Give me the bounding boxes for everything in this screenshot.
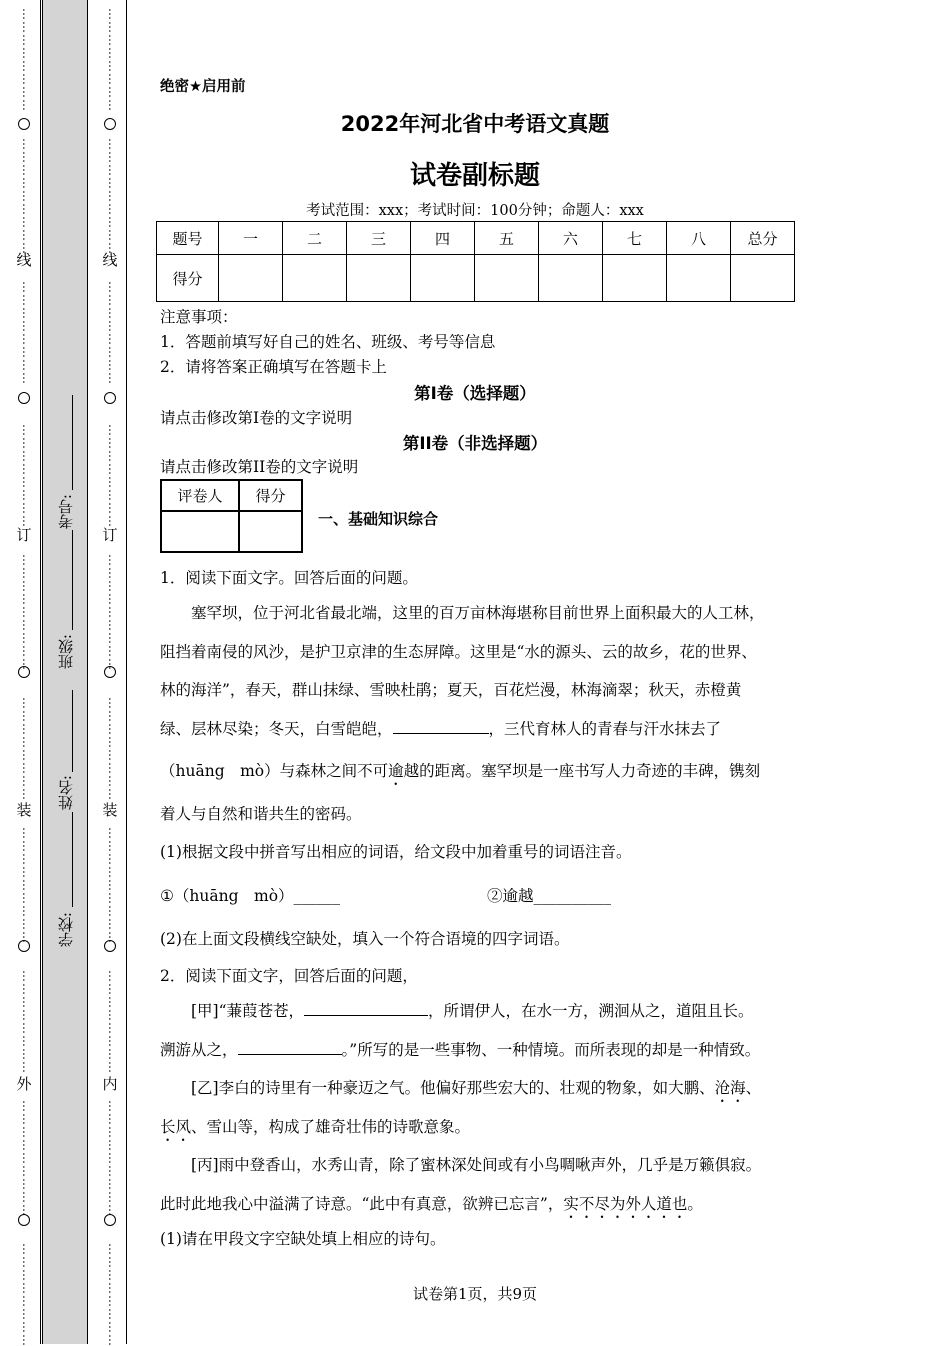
inner-binding-dot: … xyxy=(106,1256,120,1268)
outer-binding-dot: … xyxy=(20,372,34,384)
inner-binding-dot: … xyxy=(106,242,120,254)
outer-binding-dot: … xyxy=(20,359,34,371)
inner-binding-dot: … xyxy=(106,190,120,202)
inner-binding-dot: … xyxy=(106,1269,120,1281)
score-cell[interactable] xyxy=(603,255,667,302)
notes-item-1: 1．答题前填写好自己的姓名、班级、考号等信息 xyxy=(160,333,496,351)
outer-binding-dot: … xyxy=(20,1295,34,1307)
inner-binding-dot: … xyxy=(106,281,120,293)
outer-binding-dot: … xyxy=(20,723,34,735)
outer-binding-dot: … xyxy=(20,1256,34,1268)
outer-binding-dot: … xyxy=(20,281,34,293)
field-school-line[interactable] xyxy=(72,812,73,907)
inner-binding-dot: … xyxy=(106,229,120,241)
outer-binding-dot: … xyxy=(20,1100,34,1112)
q1-line-4-b: ，三代育林人的青春与汗水抹去了 xyxy=(488,719,722,738)
inner-binding-dot: … xyxy=(106,424,120,436)
outer-binding-dot: … xyxy=(20,1178,34,1190)
score-header-cell: 八 xyxy=(667,222,731,255)
outer-binding-dot: … xyxy=(20,840,34,852)
inner-binding-dot: … xyxy=(106,1321,120,1333)
outer-binding-dot: … xyxy=(20,749,34,761)
secret-label: 绝密★启用前 xyxy=(160,79,246,95)
outer-binding-dot: … xyxy=(20,580,34,592)
inner-binding-dot: … xyxy=(106,1204,120,1216)
outer-binding-dot: … xyxy=(20,1308,34,1320)
outer-binding-dot: … xyxy=(20,294,34,306)
score-row-label: 得分 xyxy=(157,255,219,302)
inner-binding-dot: … xyxy=(106,775,120,787)
score-header-cell: 一 xyxy=(219,222,283,255)
score-cell[interactable] xyxy=(411,255,475,302)
inner-binding-dot: … xyxy=(106,749,120,761)
outer-binding-dot: … xyxy=(20,1321,34,1333)
field-name-line[interactable] xyxy=(72,690,73,772)
outer-binding-dot: … xyxy=(20,437,34,449)
score-header-cell: 五 xyxy=(475,222,539,255)
outer-binding-dot: … xyxy=(20,918,34,930)
outer-binding-dot: … xyxy=(20,1048,34,1060)
q1-answer-2[interactable]: ②逾越__________ xyxy=(487,887,612,905)
inner-binding-dot: … xyxy=(106,502,120,514)
outer-binding-dot: … xyxy=(20,190,34,202)
inner-binding-dot: … xyxy=(106,606,120,618)
outer-binding-dot: … xyxy=(20,554,34,566)
q2-yi-line-1 xyxy=(160,1069,792,1108)
inner-binding-dot: … xyxy=(106,372,120,384)
grader-header-row xyxy=(161,480,302,511)
inner-binding-circle-icon xyxy=(104,940,116,952)
part1-desc: 请点击修改第I卷的文字说明 xyxy=(160,409,353,427)
paper-title: 2022年河北省中考语文真题 xyxy=(340,112,610,136)
outer-binding-dot: … xyxy=(20,203,34,215)
inner-binding-dot: … xyxy=(106,1126,120,1138)
inner-binding-dot: … xyxy=(106,853,120,865)
outer-binding-dot: … xyxy=(20,1152,34,1164)
q2-jia-2-a: 溯游从之， xyxy=(160,1040,238,1059)
outer-binding-dot: … xyxy=(20,1035,34,1047)
q2-yi-2-b: 、雪山等，构成了雄奇壮伟的诗歌意象。 xyxy=(191,1117,471,1136)
outer-binding-dot: … xyxy=(20,177,34,189)
inner-binding-dot: … xyxy=(106,658,120,670)
inner-binding-dot: … xyxy=(106,294,120,306)
outer-binding-dot: … xyxy=(20,1334,34,1346)
grader-reviewer-cell[interactable] xyxy=(161,511,239,552)
field-name-label: 姓名: xyxy=(57,775,75,811)
outer-binding-dot: … xyxy=(20,463,34,475)
outer-label-zhuang: 装 xyxy=(16,801,32,819)
outer-binding-dot: … xyxy=(20,489,34,501)
inner-binding-dot: … xyxy=(106,645,120,657)
q1-prompt: 1．阅读下面文字。回答后面的问题。 xyxy=(160,569,418,587)
q2-yi-emphasis-1: 沧海 xyxy=(714,1079,746,1097)
outer-binding-dot: … xyxy=(20,866,34,878)
outer-binding-dot: … xyxy=(20,333,34,345)
inner-binding-dot: … xyxy=(106,1308,120,1320)
q1-answer-1[interactable]: ①（huāng mò）______ xyxy=(160,887,341,905)
score-cell[interactable] xyxy=(283,255,347,302)
outer-binding-dot: … xyxy=(20,788,34,800)
q1-line-4-a: 绿、层林尽染；冬天，白雪皑皑， xyxy=(160,719,393,738)
inner-binding-dot: … xyxy=(106,710,120,722)
inner-binding-dot: … xyxy=(106,1048,120,1060)
inner-binding-dot: … xyxy=(106,8,120,20)
outer-binding-dot: … xyxy=(20,229,34,241)
outer-label-wai: 外 xyxy=(16,1075,32,1093)
outer-binding-dot: … xyxy=(20,21,34,33)
outer-binding-dot: … xyxy=(20,931,34,943)
grader-score-cell[interactable] xyxy=(239,511,302,552)
q2-jia-1-a: [甲]“蒹葭苍苍， xyxy=(191,1002,305,1020)
inner-binding-dot: … xyxy=(106,840,120,852)
inner-binding-dot: … xyxy=(106,762,120,774)
inner-binding-dot: … xyxy=(106,1061,120,1073)
inner-binding-dot: … xyxy=(106,346,120,358)
grader-input-row xyxy=(161,511,302,552)
inner-binding-dot: … xyxy=(106,892,120,904)
inner-binding-dot: … xyxy=(106,567,120,579)
outer-binding-dot: … xyxy=(20,892,34,904)
inner-binding-dot: … xyxy=(106,489,120,501)
q2-bing-emphasis: 实不尽为外人道也 xyxy=(563,1194,688,1213)
outer-binding-dot: … xyxy=(20,762,34,774)
outer-binding-dot: … xyxy=(20,879,34,891)
outer-binding-dot: … xyxy=(20,1165,34,1177)
q1-blank[interactable] xyxy=(393,719,489,734)
outer-binding-dot: … xyxy=(20,164,34,176)
grader-table xyxy=(160,479,303,553)
q2-yi-line-2 xyxy=(160,1108,792,1147)
inner-binding-dot: … xyxy=(106,177,120,189)
score-header-cell: 二 xyxy=(283,222,347,255)
field-class-line[interactable] xyxy=(72,530,73,630)
q2-passage xyxy=(160,992,792,1223)
q2-yi-1-b: 、 xyxy=(745,1079,762,1097)
q1-sub-2: (2)在上面文段横线空缺处，填入一个符合语境的四字词语。 xyxy=(160,930,570,948)
q1-line-1: 塞罕坝，位于河北省最北端，这里的百万亩林海堪称目前世界上面积最大的人工林， xyxy=(191,604,765,622)
score-header-cell: 四 xyxy=(411,222,475,255)
inner-binding-dot: … xyxy=(106,1035,120,1047)
inner-binding-dot: … xyxy=(106,1100,120,1112)
outer-binding-dot: … xyxy=(20,1022,34,1034)
outer-binding-dot: … xyxy=(20,73,34,85)
score-cell[interactable] xyxy=(731,255,795,302)
inner-label-ding: 订 xyxy=(102,526,118,544)
q2-jia-2-b: 。”所写的是一些事物、一种情境。而所表现的却是一种情致。 xyxy=(341,1040,761,1059)
outer-binding-circle-icon xyxy=(18,940,30,952)
outer-binding-dot: … xyxy=(20,307,34,319)
inner-binding-dot: … xyxy=(106,1165,120,1177)
outer-binding-dot: … xyxy=(20,346,34,358)
outer-binding-dot: … xyxy=(20,86,34,98)
inner-binding-dot: … xyxy=(106,476,120,488)
inner-binding-dot: … xyxy=(106,1178,120,1190)
outer-binding-dot: … xyxy=(20,619,34,631)
inner-binding-dot: … xyxy=(106,151,120,163)
section-1-title: 一、基础知识综合 xyxy=(318,510,439,528)
q1-sub-1: (1)根据文段中拼音写出相应的词语，给文段中加着重号的词语注音。 xyxy=(160,843,632,861)
inner-binding-dot: … xyxy=(106,307,120,319)
q2-jia-line-1 xyxy=(160,992,792,1031)
score-header-cell: 三 xyxy=(347,222,411,255)
outer-binding-dot: … xyxy=(20,138,34,150)
q1-emphasis-word: 逾 xyxy=(388,762,404,780)
q2-prompt: 2．阅读下面文字，回答后面的问题， xyxy=(160,967,418,985)
score-cell[interactable] xyxy=(539,255,603,302)
outer-binding-dot: … xyxy=(20,47,34,59)
outer-binding-dot: … xyxy=(20,34,34,46)
outer-binding-dot: … xyxy=(20,1113,34,1125)
outer-binding-dot: … xyxy=(20,853,34,865)
outer-binding-dot: … xyxy=(20,1243,34,1255)
inner-binding-dot: … xyxy=(106,34,120,46)
q1-line-4 xyxy=(160,710,792,749)
outer-binding-circle-icon xyxy=(18,666,30,678)
outer-binding-dot: … xyxy=(20,1282,34,1294)
inner-binding-dot: … xyxy=(106,554,120,566)
inner-binding-dot: … xyxy=(106,1152,120,1164)
outer-binding-dot: … xyxy=(20,320,34,332)
grader-reviewer-label: 评卷人 xyxy=(161,480,239,511)
inner-label-xian: 线 xyxy=(102,251,118,269)
inner-binding-dot: … xyxy=(106,333,120,345)
q2-bing-line-1: [丙]雨中登香山，水秀山青，除了蜜林深处间或有小鸟啁啾声外，几乎是万籁俱寂。 xyxy=(191,1156,762,1174)
outer-binding-dot: … xyxy=(20,151,34,163)
outer-binding-dot: … xyxy=(20,606,34,618)
outer-binding-dot: … xyxy=(20,1009,34,1021)
q2-blank-1[interactable] xyxy=(304,1001,428,1016)
outer-binding-circle-icon xyxy=(18,1214,30,1226)
inner-binding-dot: … xyxy=(106,580,120,592)
outer-binding-dot: … xyxy=(20,632,34,644)
score-cell[interactable] xyxy=(667,255,731,302)
inner-binding-dot: … xyxy=(106,736,120,748)
inner-binding-dot: … xyxy=(106,697,120,709)
inner-binding-dot: … xyxy=(106,619,120,631)
inner-binding-dot: … xyxy=(106,983,120,995)
inner-binding-dot: … xyxy=(106,593,120,605)
part1-title: 第I卷（选择题） xyxy=(414,384,536,403)
outer-binding-dot: … xyxy=(20,242,34,254)
inner-binding-dot: … xyxy=(106,320,120,332)
q1-passage xyxy=(160,594,792,833)
q1-line-6: 着人与自然和谐共生的密码。 xyxy=(160,804,362,823)
page-footer: 试卷第1页，共9页 xyxy=(412,1285,538,1303)
inner-binding-dot: … xyxy=(106,138,120,150)
outer-binding-dot: … xyxy=(20,60,34,72)
score-cell[interactable] xyxy=(347,255,411,302)
grader-score-label: 得分 xyxy=(239,480,302,511)
q1-line-3: 林的海洋”，春天，群山抹绿、雪映杜鹃；夏天，百花烂漫，林海滴翠；秋天，赤橙黄 xyxy=(160,681,742,699)
inner-binding-dot: … xyxy=(106,1022,120,1034)
q1-line-5-b: 越的距离。塞罕坝是一座书写人力奇迹的丰碑，镌刻 xyxy=(403,762,761,780)
part2-title: 第II卷（非选择题） xyxy=(402,434,548,453)
inner-binding-dot: … xyxy=(106,1282,120,1294)
inner-binding-circle-icon xyxy=(104,666,116,678)
outer-binding-dot: … xyxy=(20,1269,34,1281)
outer-binding-dot: … xyxy=(20,424,34,436)
outer-binding-dot: … xyxy=(20,8,34,20)
inner-binding-dot: … xyxy=(106,1113,120,1125)
score-table-header-row xyxy=(157,222,795,255)
inner-binding-dot: … xyxy=(106,216,120,228)
outer-binding-dot: … xyxy=(20,99,34,111)
outer-binding-dot: … xyxy=(20,736,34,748)
outer-binding-dot: … xyxy=(20,450,34,462)
inner-binding-dot: … xyxy=(106,515,120,527)
outer-binding-dot: … xyxy=(20,216,34,228)
inner-binding-dot: … xyxy=(106,73,120,85)
inner-binding-dot: … xyxy=(106,437,120,449)
q1-line-5-a: （huāng mò）与森林之间不可 xyxy=(160,762,389,780)
inner-binding-dot: … xyxy=(106,47,120,59)
q2-yi-1-a: [乙]李白的诗里有一种豪迈之气。他偏好那些宏大的、壮观的物象，如大鹏、 xyxy=(191,1079,715,1097)
q2-bing-line-2 xyxy=(160,1185,792,1224)
outer-binding-dot: … xyxy=(20,827,34,839)
outer-binding-dot: … xyxy=(20,697,34,709)
inner-binding-dot: … xyxy=(106,86,120,98)
field-school-label: 学校: xyxy=(57,912,75,948)
inner-binding-dot: … xyxy=(106,99,120,111)
inner-binding-dot: … xyxy=(106,1334,120,1346)
outer-binding-dot: … xyxy=(20,502,34,514)
inner-binding-dot: … xyxy=(106,918,120,930)
outer-binding-dot: … xyxy=(20,1191,34,1203)
outer-binding-dot: … xyxy=(20,905,34,917)
outer-binding-dot: … xyxy=(20,1204,34,1216)
inner-binding-dot: … xyxy=(106,970,120,982)
inner-binding-dot: … xyxy=(106,788,120,800)
field-exam-number-label: 考号: xyxy=(57,494,75,530)
inner-binding-dot: … xyxy=(106,1139,120,1151)
outer-binding-dot: … xyxy=(20,775,34,787)
paper-subtitle: 试卷副标题 xyxy=(409,161,540,191)
inner-binding-dot: … xyxy=(106,21,120,33)
outer-binding-dot: … xyxy=(20,567,34,579)
outer-binding-dot: … xyxy=(20,1139,34,1151)
q2-blank-2[interactable] xyxy=(238,1040,342,1055)
inner-binding-dot: … xyxy=(106,866,120,878)
outer-binding-dot: … xyxy=(20,645,34,657)
score-table xyxy=(156,221,795,302)
q2-bing-2-a: 此时此地我心中溢满了诗意。“此中有真意，欲辨已忘言”， xyxy=(160,1194,564,1213)
inner-label-nei: 内 xyxy=(102,1075,118,1093)
inner-binding-dot: … xyxy=(106,359,120,371)
outer-binding-dot: … xyxy=(20,1061,34,1073)
score-header-cell: 题号 xyxy=(157,222,219,255)
q2-sub-1: (1)请在甲段文字空缺处填上相应的诗句。 xyxy=(160,1230,446,1248)
inner-binding-dot: … xyxy=(106,905,120,917)
q1-line-5 xyxy=(160,752,792,791)
inner-binding-dot: … xyxy=(106,1243,120,1255)
score-table-score-row xyxy=(157,255,795,302)
q2-jia-1-b: ，所谓伊人，在水一方，溯洄从之，道阻且长。 xyxy=(428,1002,754,1020)
q2-jia-line-2 xyxy=(160,1031,792,1070)
score-header-cell: 七 xyxy=(603,222,667,255)
field-class-label: 班级: xyxy=(57,634,75,670)
outer-label-xian: 线 xyxy=(16,251,32,269)
inner-binding-dot: … xyxy=(106,1295,120,1307)
part2-desc: 请点击修改第II卷的文字说明 xyxy=(160,458,359,476)
inner-binding-circle-icon xyxy=(104,1214,116,1226)
inner-binding-dot: … xyxy=(106,164,120,176)
outer-binding-dot: … xyxy=(20,476,34,488)
outer-binding-dot: … xyxy=(20,983,34,995)
inner-binding-dot: … xyxy=(106,723,120,735)
inner-binding-dot: … xyxy=(106,203,120,215)
inner-label-zhuang: 装 xyxy=(102,801,118,819)
inner-binding-dot: … xyxy=(106,827,120,839)
q1-line-2: 阻挡着南侵的风沙，是护卫京津的生态屏障。这里是“水的源头、云的故乡，花的世界、 xyxy=(160,642,757,661)
score-header-cell: 六 xyxy=(539,222,603,255)
inner-binding-dot: … xyxy=(106,1009,120,1021)
inner-binding-dot: … xyxy=(106,879,120,891)
outer-binding-dot: … xyxy=(20,996,34,1008)
q2-bing-2-b: 。 xyxy=(687,1194,703,1213)
inner-binding-dot: … xyxy=(106,1191,120,1203)
exam-info: 考试范围：xxx；考试时间：100分钟；命题人：xxx xyxy=(306,203,644,219)
outer-binding-dot: … xyxy=(20,1126,34,1138)
inner-binding-dot: … xyxy=(106,60,120,72)
notes-item-2: 2．请将答案正确填写在答题卡上 xyxy=(160,358,387,376)
outer-binding-dot: … xyxy=(20,515,34,527)
outer-binding-dot: … xyxy=(20,593,34,605)
q2-yi-emphasis-2: 长风 xyxy=(160,1117,192,1136)
inner-binding-dot: … xyxy=(106,996,120,1008)
outer-label-ding: 订 xyxy=(16,526,32,544)
score-cell[interactable] xyxy=(219,255,283,302)
inner-binding-dot: … xyxy=(106,931,120,943)
inner-binding-dot: … xyxy=(106,463,120,475)
score-header-cell: 总分 xyxy=(731,222,795,255)
inner-binding-dot: … xyxy=(106,632,120,644)
notes-heading: 注意事项： xyxy=(160,308,238,326)
score-cell[interactable] xyxy=(475,255,539,302)
outer-binding-dot: … xyxy=(20,710,34,722)
outer-binding-dot: … xyxy=(20,970,34,982)
inner-binding-dot: … xyxy=(106,450,120,462)
outer-binding-dot: … xyxy=(20,658,34,670)
